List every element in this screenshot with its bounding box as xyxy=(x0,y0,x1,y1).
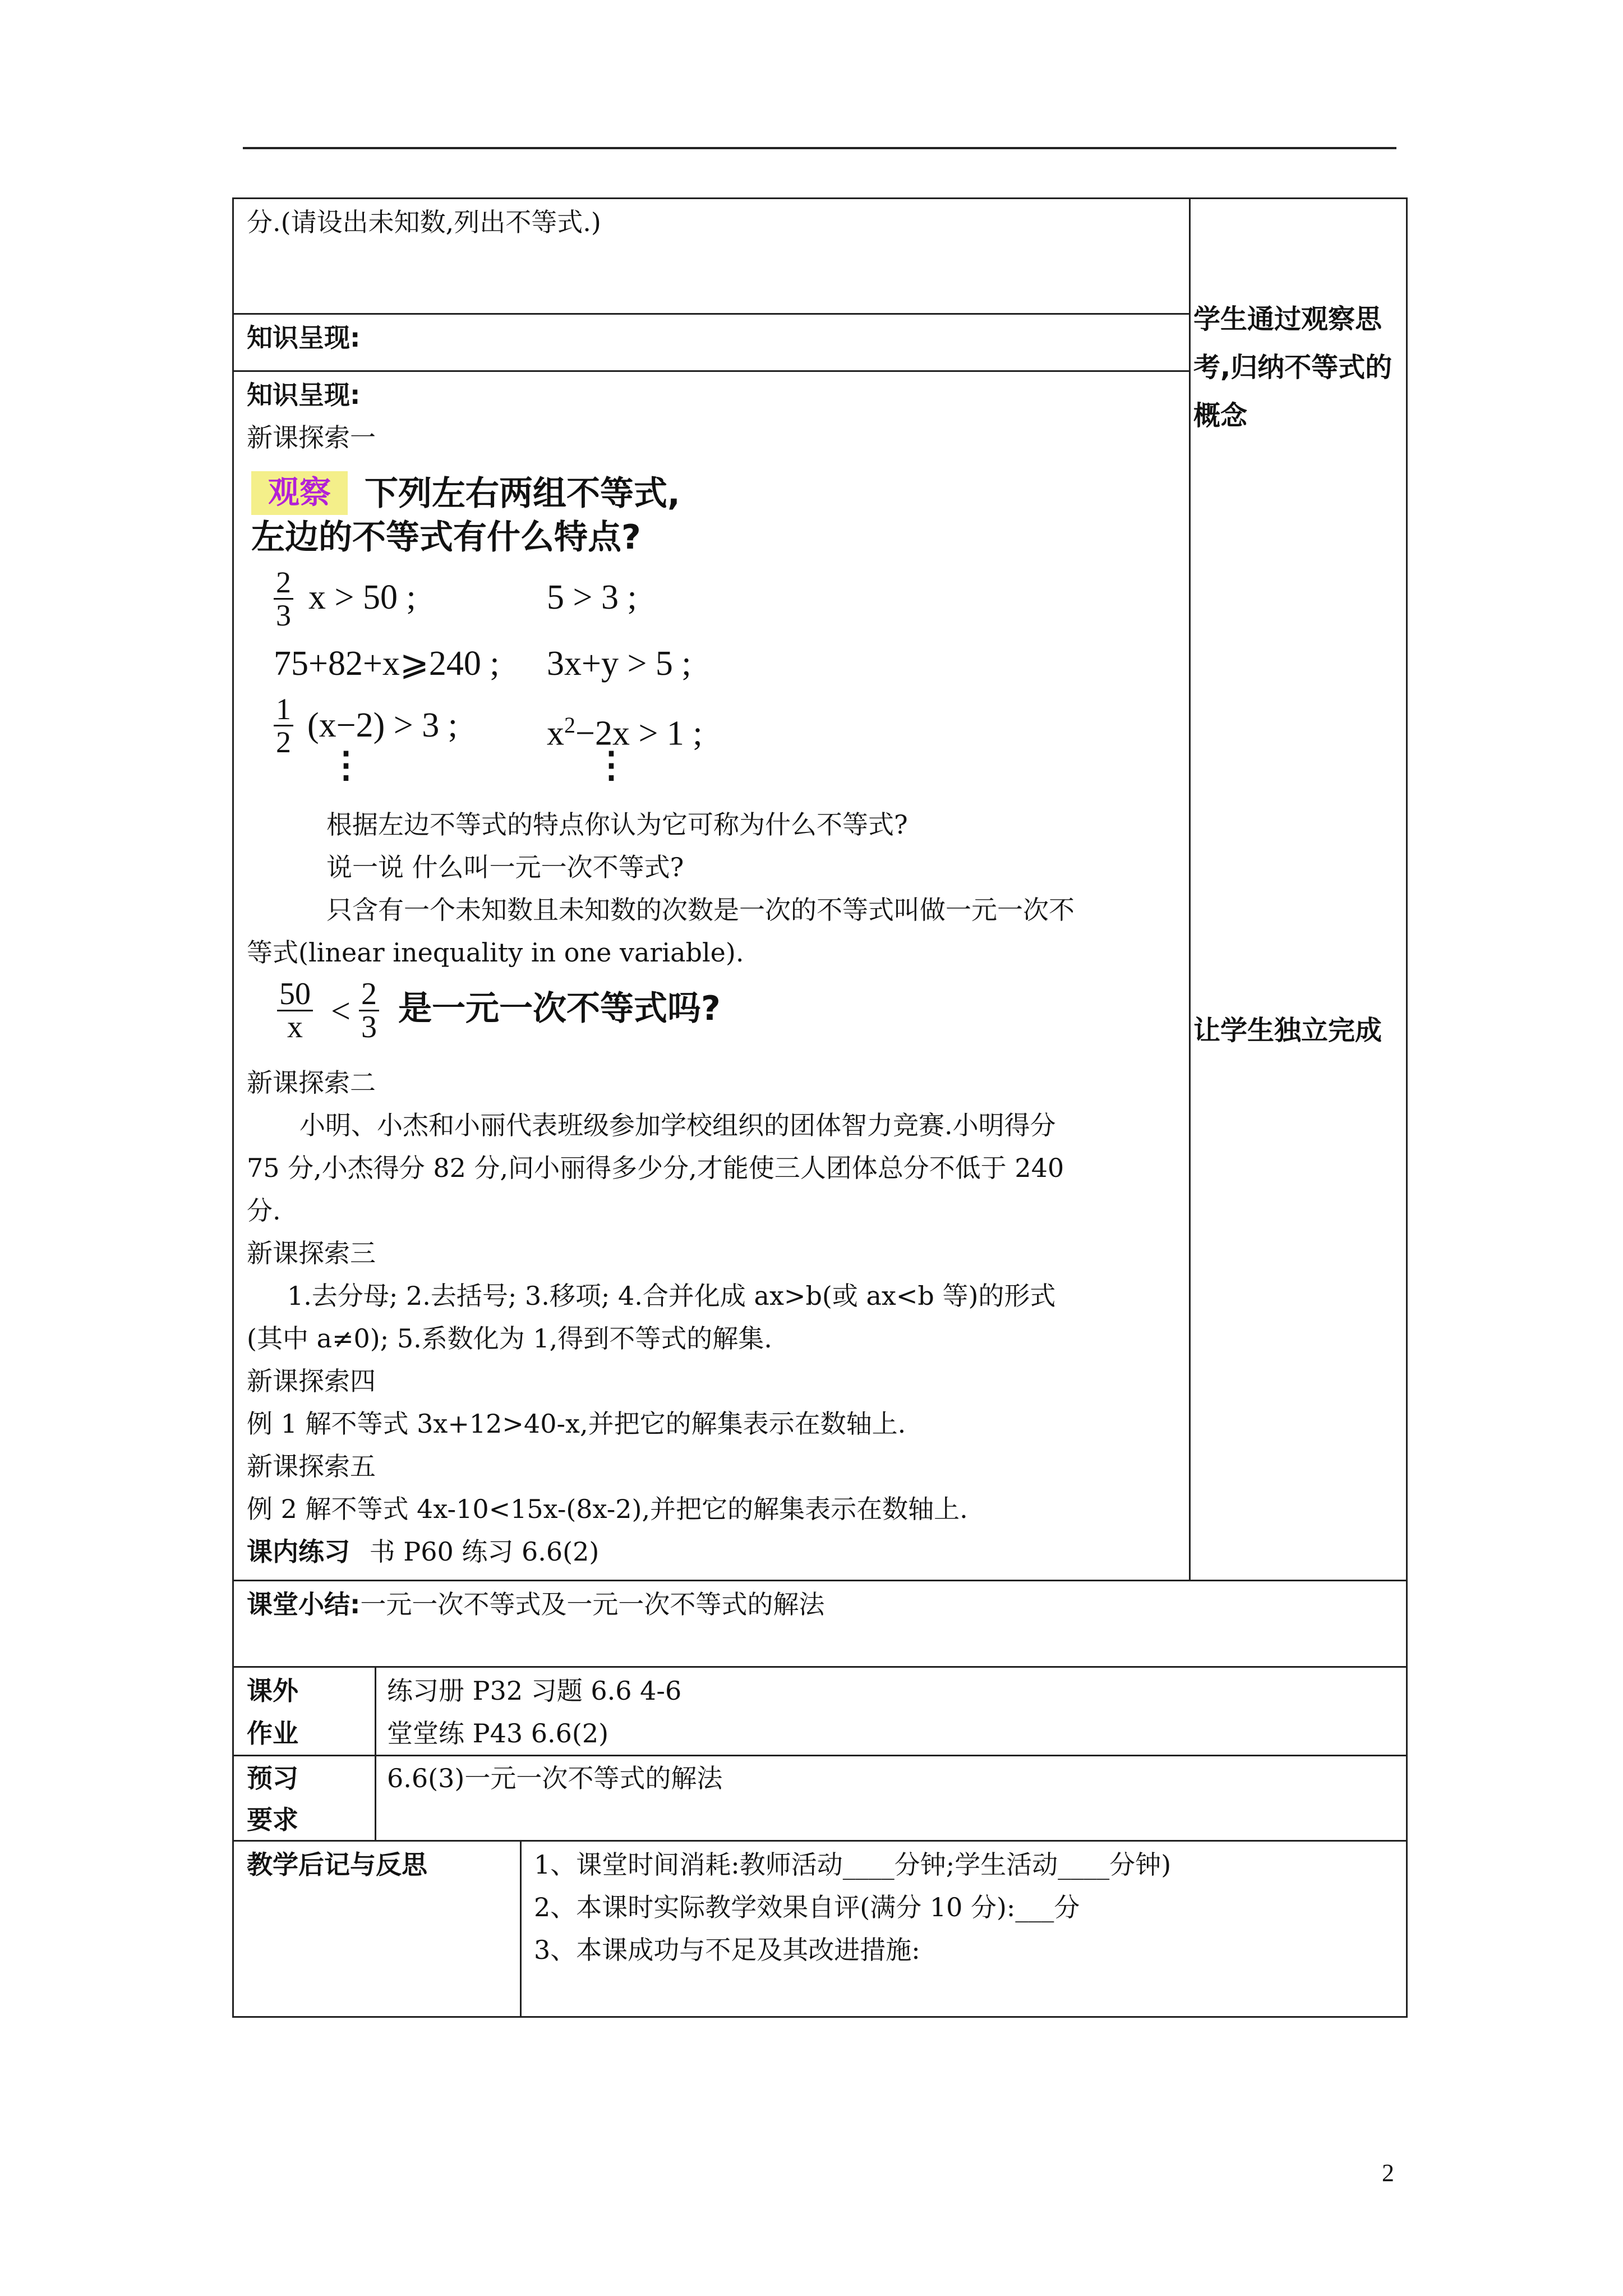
ineq-l1-rest: x > 50 ; xyxy=(308,578,416,616)
homework-line-2: 堂堂练 P43 6.6(2) xyxy=(387,1718,609,1749)
ineq-l3-rest: (x−2) > 3 ; xyxy=(307,706,458,744)
row-divider-1 xyxy=(232,313,1191,315)
top-fragment-text: 分.(请设出未知数,列出不等式.) xyxy=(247,207,601,237)
ineq-l3-fraction xyxy=(274,693,293,758)
definition-line-1: 只含有一个未知数且未知数的次数是一次的不等式叫做一元一次不 xyxy=(326,895,1075,925)
summary-text: 一元一次不等式及一元一次不等式的解法 xyxy=(360,1589,825,1619)
notes-column-divider xyxy=(1189,197,1191,1581)
ineq-right-dots: ⋮ xyxy=(593,744,629,786)
ineq-l3-frac-den: 2 xyxy=(276,725,291,759)
homework-label-divider xyxy=(375,1666,376,1840)
practice-label: 课内练习 xyxy=(247,1536,350,1567)
question-fraction-2 xyxy=(359,978,379,1043)
summary-row xyxy=(247,1588,824,1621)
summary-label: 课堂小结: xyxy=(247,1589,361,1619)
problem-line-2: 75 分,小杰得分 82 分,问小丽得多少分,才能使三人团体总分不低于 240 xyxy=(247,1153,1064,1183)
explore-two-heading: 新课探索二 xyxy=(247,1068,376,1098)
table-bottom-border xyxy=(232,2016,1408,2018)
row-divider-2 xyxy=(232,370,1191,372)
question-frac2-num: 2 xyxy=(359,978,379,1011)
reflection-line-1: 1、课堂时间消耗:教师活动____分钟;学生活动____分钟) xyxy=(534,1849,1172,1880)
homework-label-1: 课外 xyxy=(247,1676,298,1706)
steps-line-2: (其中 a≠0); 5.系数化为 1,得到不等式的解集. xyxy=(247,1323,772,1354)
practice-line xyxy=(247,1535,599,1568)
knowledge-heading-2: 知识呈现: xyxy=(247,380,361,410)
explore-four-heading: 新课探索四 xyxy=(247,1366,376,1396)
example-1: 例 1 解不等式 3x+12>40-x,并把它的解集表示在数轴上. xyxy=(247,1409,906,1439)
ineq-l2: 75+82+x⩾240 ; xyxy=(274,645,500,683)
header-rule xyxy=(243,147,1396,149)
explore-three-heading: 新课探索三 xyxy=(247,1238,376,1268)
ineq-r3-rest: −2x > 1 ; xyxy=(575,714,703,753)
ineq-l1-frac-num: 2 xyxy=(274,567,293,600)
table-top-border xyxy=(232,197,1408,199)
question-text-bold: 是一元一次不等式吗? xyxy=(398,989,721,1028)
row-divider-preview xyxy=(232,1755,1408,1756)
practice-text: 书 P60 练习 6.6(2) xyxy=(369,1536,600,1567)
question-frac1-den: x xyxy=(287,1010,303,1045)
definition-line-2: 等式(linear inequality in one variable). xyxy=(247,937,744,968)
ineq-r3-exp: 2 xyxy=(564,712,575,738)
question-paragraph-1: 根据左边不等式的特点你认为它可称为什么不等式? xyxy=(326,809,908,840)
knowledge-heading-1: 知识呈现: xyxy=(247,323,361,353)
page-number: 2 xyxy=(1382,2159,1394,2187)
steps-line-1: 1.去分母; 2.去括号; 3.移项; 4.合并化成 ax>b(或 ax<b 等)的形式 xyxy=(287,1281,1056,1311)
row-divider-summary xyxy=(232,1580,1408,1581)
example-2: 例 2 解不等式 4x-10<15x-(8x-2),并把它的解集表示在数轴上. xyxy=(247,1494,968,1524)
question-less-than: < xyxy=(331,992,351,1030)
question-paragraph-2: 说一说 什么叫一元一次不等式? xyxy=(326,852,684,882)
preview-text: 6.6(3)一元一次不等式的解法 xyxy=(387,1763,723,1793)
side-note-independent: 让学生独立完成 xyxy=(1193,1015,1382,1046)
reflection-label-divider xyxy=(520,1840,522,2017)
question-frac2-den: 3 xyxy=(361,1010,377,1045)
observe-line-2: 左边的不等式有什么特点? xyxy=(251,518,641,557)
ineq-r3-base: x xyxy=(547,714,564,753)
observe-line-1: 下列左右两组不等式, xyxy=(365,474,680,513)
ineq-r1: 5 > 3 ; xyxy=(547,578,637,616)
ineq-r2: 3x+y > 5 ; xyxy=(547,645,691,683)
ineq-l1-fraction xyxy=(274,567,293,631)
reflection-line-3: 3、本课成功与不足及其改进措施: xyxy=(534,1935,920,1965)
question-fraction-1 xyxy=(277,978,313,1043)
homework-label-2: 作业 xyxy=(247,1718,298,1749)
problem-line-1: 小明、小杰和小丽代表班级参加学校组织的团体智力竞赛.小明得分 xyxy=(299,1110,1056,1140)
ineq-l1-frac-den: 3 xyxy=(276,599,291,632)
preview-label-2: 要求 xyxy=(247,1805,298,1835)
explore-five-heading: 新课探索五 xyxy=(247,1451,376,1481)
ineq-l3-frac-num: 1 xyxy=(274,693,293,726)
row-divider-reflection xyxy=(232,1840,1408,1842)
table-left-border xyxy=(232,197,234,2017)
reflection-line-2: 2、本课时实际教学效果自评(满分 10 分):___分 xyxy=(534,1892,1080,1922)
question-frac1-num: 50 xyxy=(277,978,313,1011)
reflection-label: 教学后记与反思 xyxy=(247,1849,427,1880)
ineq-left-dots: ⋮ xyxy=(328,744,364,786)
row-divider-homework xyxy=(232,1666,1408,1668)
problem-line-3: 分. xyxy=(247,1195,281,1226)
table-right-border xyxy=(1406,197,1408,2017)
side-note-observe: 学生通过观察思考,归纳不等式的概念 xyxy=(1193,303,1393,431)
explore-one-heading: 新课探索一 xyxy=(247,422,376,453)
observe-badge: 观察 xyxy=(251,471,348,515)
preview-label-1: 预习 xyxy=(247,1763,298,1793)
homework-line-1: 练习册 P32 习题 6.6 4-6 xyxy=(387,1676,682,1706)
